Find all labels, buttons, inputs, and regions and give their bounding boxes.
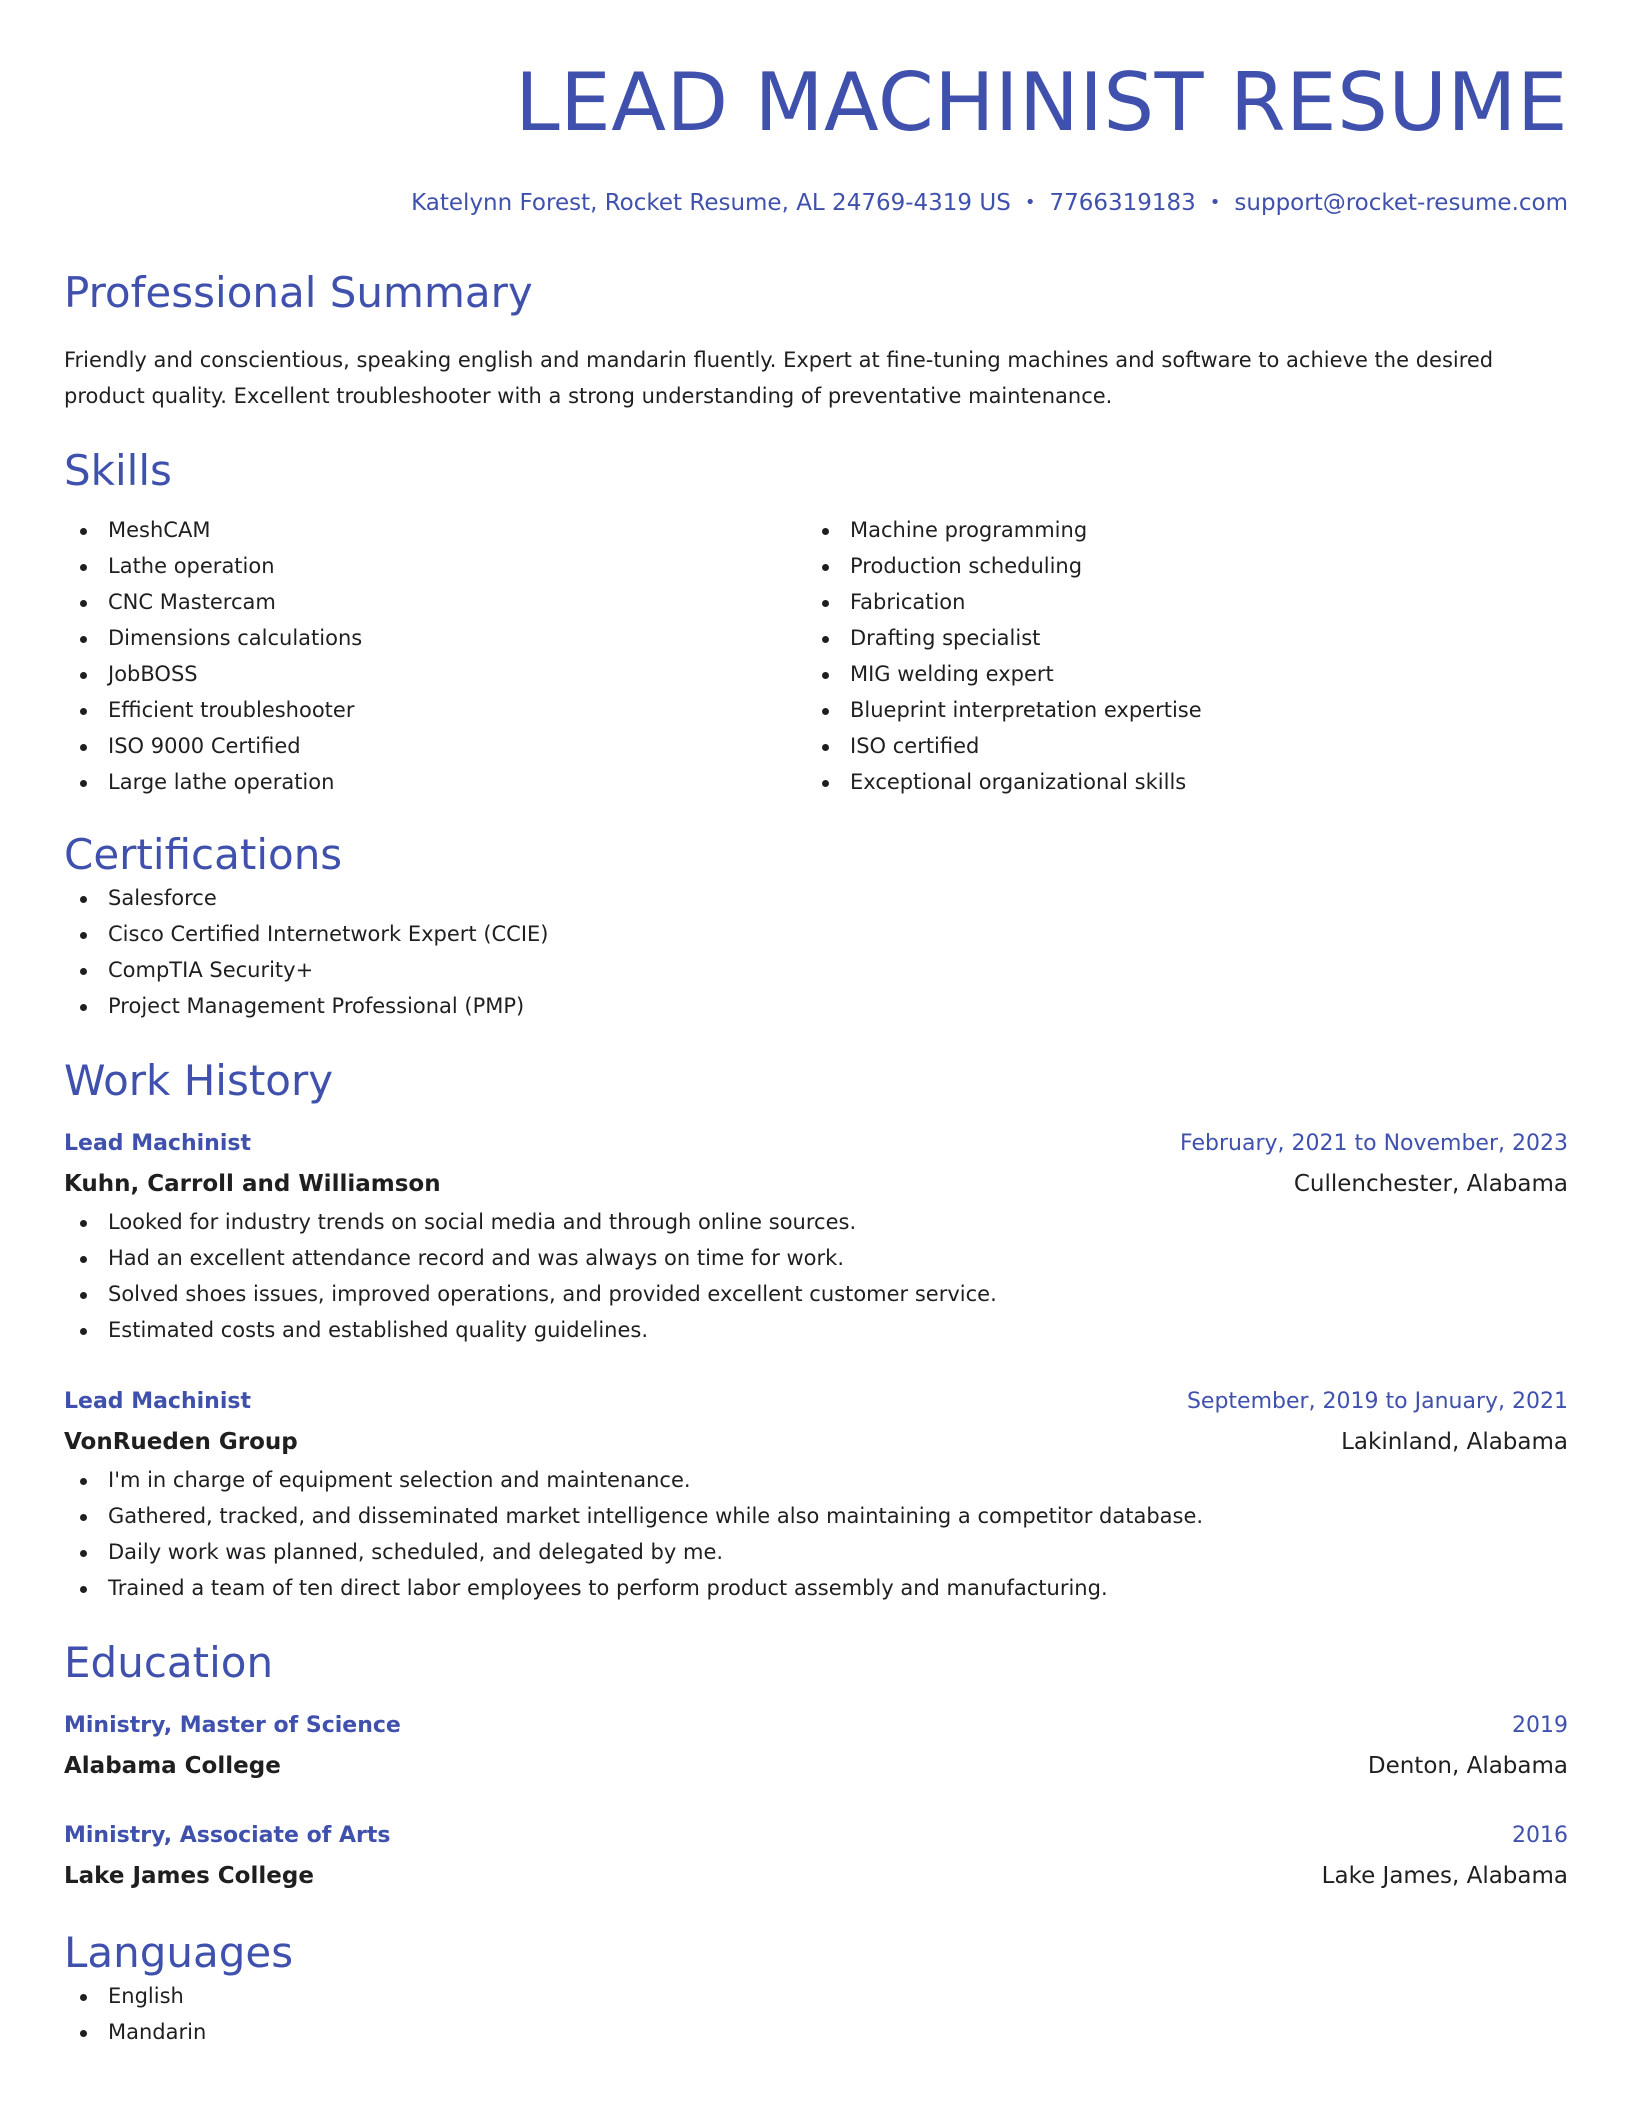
skill-item: MeshCAM xyxy=(64,512,806,548)
contact-address: Katelynn Forest, Rocket Resume, AL 24769-4319 US xyxy=(411,190,1011,216)
job-company-row xyxy=(64,1422,1568,1462)
education-school: Alabama College xyxy=(64,1753,281,1779)
certifications-heading: Certifications xyxy=(64,830,343,879)
skill-item: ISO certified xyxy=(806,728,1548,764)
skill-item: Lathe operation xyxy=(64,548,806,584)
education-degree: Ministry, Master of Science xyxy=(64,1713,401,1738)
education-year: 2016 xyxy=(1512,1823,1568,1848)
job-company: VonRueden Group xyxy=(64,1429,298,1455)
job-title-row xyxy=(64,1124,1568,1164)
education-year: 2019 xyxy=(1512,1713,1568,1738)
duty-item: Daily work was planned, scheduled, and delegated by me. xyxy=(64,1534,1568,1570)
language-item: English xyxy=(64,1978,1568,2014)
job-dates: February, 2021 to November, 2023 xyxy=(1180,1131,1568,1156)
certification-item: CompTIA Security+ xyxy=(64,952,1568,988)
skills-column-left xyxy=(64,512,806,800)
skill-item: CNC Mastercam xyxy=(64,584,806,620)
resume-title: LEAD MACHINIST RESUME xyxy=(515,56,1568,149)
duty-item: Estimated costs and established quality guidelines. xyxy=(64,1312,1568,1348)
languages-heading: Languages xyxy=(64,1928,294,1977)
job-role: Lead Machinist xyxy=(64,1131,251,1156)
skill-item: Efficient troubleshooter xyxy=(64,692,806,728)
work-history-heading: Work History xyxy=(64,1056,334,1105)
skill-item: JobBOSS xyxy=(64,656,806,692)
education-entry xyxy=(64,1706,1568,1786)
skill-item: MIG welding expert xyxy=(806,656,1548,692)
skills-column-right xyxy=(806,512,1548,800)
summary-text: Friendly and conscientious, speaking english and mandarin fluently. Expert at fine-tuning machines and software to achieve the desired product quality. Excellent troubleshooter with a strong understanding of preventative maintenance. xyxy=(64,348,1494,408)
job-location: Cullenchester, Alabama xyxy=(1293,1171,1568,1197)
skill-item: Drafting specialist xyxy=(806,620,1548,656)
job-company: Kuhn, Carroll and Williamson xyxy=(64,1171,441,1197)
education-entry xyxy=(64,1816,1568,1896)
duty-item: I'm in charge of equipment selection and maintenance. xyxy=(64,1462,1568,1498)
skill-item: Dimensions calculations xyxy=(64,620,806,656)
skill-item: ISO 9000 Certified xyxy=(64,728,806,764)
certification-item: Cisco Certified Internetwork Expert (CCIE) xyxy=(64,916,1568,952)
education-degree: Ministry, Associate of Arts xyxy=(64,1823,391,1848)
education-school: Lake James College xyxy=(64,1863,314,1889)
education-degree-row xyxy=(64,1816,1568,1856)
skill-item: Exceptional organizational skills xyxy=(806,764,1548,800)
languages-list xyxy=(64,1978,1568,2050)
skill-item: Large lathe operation xyxy=(64,764,806,800)
education-heading: Education xyxy=(64,1638,274,1687)
duty-item: Gathered, tracked, and disseminated market intelligence while also maintaining a competitor database. xyxy=(64,1498,1568,1534)
job-title-row xyxy=(64,1382,1568,1422)
contact-separator: • xyxy=(1209,192,1221,213)
job-duties xyxy=(64,1204,1568,1348)
education-degree-row xyxy=(64,1706,1568,1746)
certification-item: Project Management Professional (PMP) xyxy=(64,988,1568,1024)
job-company-row xyxy=(64,1164,1568,1204)
skill-item: Blueprint interpretation expertise xyxy=(806,692,1548,728)
job-entry xyxy=(64,1382,1568,1606)
job-duties xyxy=(64,1462,1568,1606)
contact-phone: 7766319183 xyxy=(1049,190,1196,216)
contact-line xyxy=(64,190,1568,216)
job-role: Lead Machinist xyxy=(64,1389,251,1414)
certifications-list xyxy=(64,880,1568,1024)
contact-separator: • xyxy=(1024,192,1036,213)
education-location: Lake James, Alabama xyxy=(1321,1863,1568,1889)
education-location: Denton, Alabama xyxy=(1367,1753,1568,1779)
skill-item: Machine programming xyxy=(806,512,1548,548)
duty-item: Solved shoes issues, improved operations, and provided excellent customer service. xyxy=(64,1276,1568,1312)
education-school-row xyxy=(64,1746,1568,1786)
education-school-row xyxy=(64,1856,1568,1896)
contact-email[interactable]: support@rocket-resume.com xyxy=(1234,190,1568,216)
job-dates: September, 2019 to January, 2021 xyxy=(1186,1389,1568,1414)
skill-item: Fabrication xyxy=(806,584,1548,620)
language-item: Mandarin xyxy=(64,2014,1568,2050)
job-location: Lakinland, Alabama xyxy=(1341,1429,1568,1455)
summary-heading: Professional Summary xyxy=(64,268,533,317)
skills-list xyxy=(64,512,1568,800)
duty-item: Trained a team of ten direct labor employees to perform product assembly and manufacturing. xyxy=(64,1570,1568,1606)
skill-item: Production scheduling xyxy=(806,548,1548,584)
job-entry xyxy=(64,1124,1568,1348)
duty-item: Had an excellent attendance record and was always on time for work. xyxy=(64,1240,1568,1276)
skills-heading: Skills xyxy=(64,446,172,495)
certification-item: Salesforce xyxy=(64,880,1568,916)
duty-item: Looked for industry trends on social media and through online sources. xyxy=(64,1204,1568,1240)
